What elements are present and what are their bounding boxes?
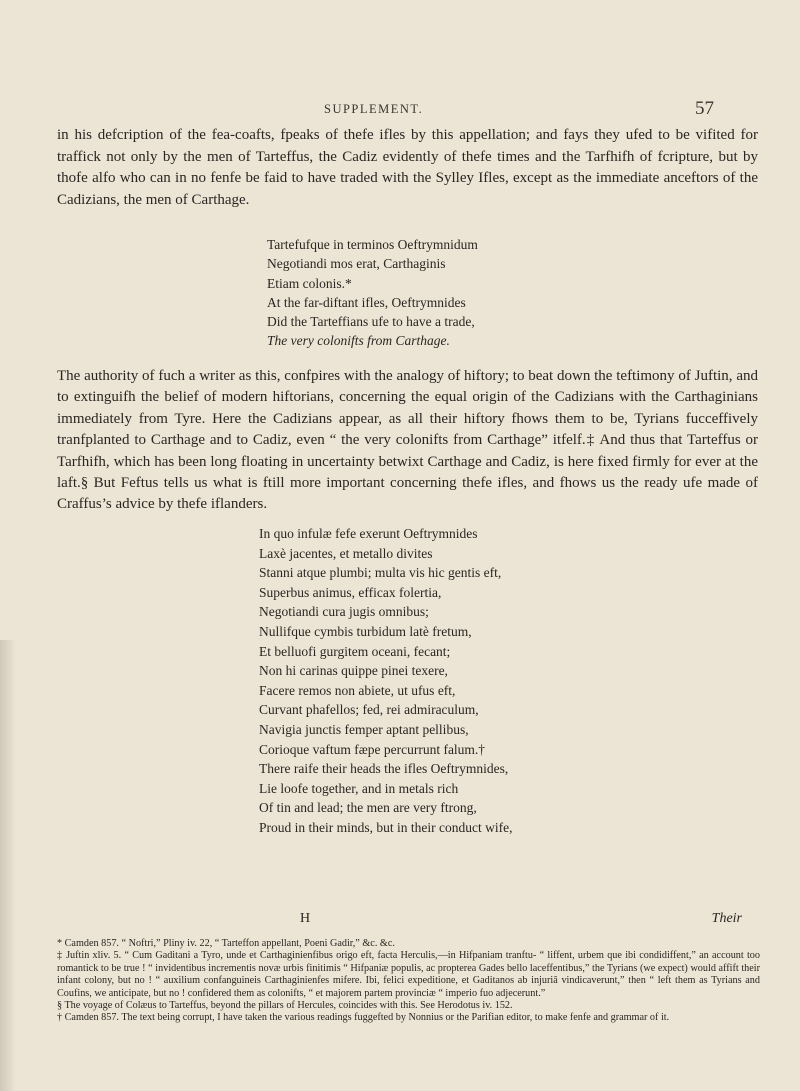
page-edge-shadow — [0, 640, 16, 1091]
verse-line: Negotiandi cura jugis omnibus; — [259, 604, 429, 620]
page-number: 57 — [695, 98, 714, 119]
page-header — [0, 98, 800, 122]
footnote: † Camden 857. The text being corrupt, I have taken the various readings fuggefted by Nonnius or the Parifian editor, to make fenfe and grammar of it. — [57, 1012, 670, 1024]
verse-block-2 — [259, 524, 512, 838]
verse-line: Facere remos non abiete, ut ufus eft, — [259, 682, 456, 698]
paragraph-2-text: The authority of fuch a writer as this, confpires with the analogy of hiftory; to beat down the teftimony of Juftin, and to extinguifh the belief of modern hiftorians, concerning the equal origin of the Cadizians with the Carthaginians immediately from Tyre. Here the Cadizians appear, as all their hiftory fhows them to be, Tyrians fucceffively tranfplanted to Carthage and to Cadiz, even “ the very colonifts from Carthage” itfelf.‡ And thus that Tarteffus or Tarfhifh, which has been long floating in uncertainty betwixt Carthage and Cadiz, is here fixed firmly for ever at the laft.§ But Feftus tells us what is ftill more important concerning thefe ifles, and fhows us the ready ufe made of Craffus’s advice by thefe iflanders. — [57, 368, 758, 513]
verse-line: Lie loofe together, and in metals rich — [259, 780, 459, 796]
verse-line: In quo infulæ fefe exerunt Oeftrymnides — [259, 526, 478, 541]
verse-line: Non hi carinas quippe pinei texere, — [259, 663, 448, 679]
verse-line: Proud in their minds, but in their conduct wife, — [259, 819, 513, 835]
verse-line: Curvant phafellos; fed, rei admiraculum, — [259, 702, 479, 718]
paragraph-1-text: in his defcription of the fea-coafts, fpeaks of thefe ifles by this appellation; and fays they ufed to be vifited for traffick not only by the men of Tarteffus, the Cadiz evidently of thefe times and the Tarfhifh of fcripture, but by thofe alfo who can in no fenfe be faid to have traded with the Sylley Ifles, except as the immediate anceftors of the Cadizians, the men of Carthage. — [57, 127, 758, 208]
signature-mark: H — [300, 911, 311, 926]
catchword: Their — [711, 911, 742, 926]
verse-line: Navigia junctis femper aptant pellibus, — [259, 721, 469, 737]
catchline — [0, 911, 800, 931]
verse-line: Laxè jacentes, et metallo divites — [259, 545, 433, 561]
verse-block-1 — [267, 235, 478, 351]
verse-line: The very colonifts from Carthage. — [267, 333, 450, 349]
paragraph-2 — [57, 351, 758, 531]
verse-line: Corioque vaftum fæpe percurrunt falum.† — [259, 741, 486, 757]
paragraph-1 — [57, 125, 758, 211]
verse-line: Of tin and lead; the men are very ftrong, — [259, 800, 477, 816]
footnote: § The voyage of Colæus to Tarteffus, beyond the pillars of Hercules, coincides with this. See Herodotus iv. 152. — [57, 1000, 513, 1012]
footnote: * Camden 857. “ Noftri,” Pliny iv. 22, “ Tarteffon appellant, Poeni Gadir,” &c. &c. — [57, 938, 395, 949]
verse-line: Negotiandi mos erat, Carthaginis — [267, 256, 446, 272]
verse-line: Did the Tarteffians ufe to have a trade, — [267, 314, 475, 330]
verse-line: Tartefufque in terminos Oeftrymnidum — [267, 237, 478, 252]
running-head: SUPPLEMENT. — [324, 102, 424, 116]
verse-line: At the far-diftant ifles, Oeftrymnides — [267, 294, 466, 310]
verse-line: Superbus animus, efficax folertia, — [259, 584, 442, 600]
verse-line: There raife their heads the ifles Oeftrymnides, — [259, 761, 509, 777]
footnotes — [57, 938, 760, 1025]
footnote: ‡ Juftin xliv. 5. “ Cum Gaditani a Tyro, unde et Carthaginienfibus origo eft, facta Herculis,—in Hifpaniam tranftu- “ liffent, urbem que ibi condidiffent,” an account too romantick to be true ! “ invidentibus incrementis novæ urbis finitimis “ Hifpaniæ populis, ac propterea Gades bello laceffentibus,” the Tyrians (we expect) would affift their infant colony, but no ! “ auxilium confanguineis Carthaginienfes mifere. Ibi, felici expeditione, et Gaditanos ab injuriâ vindicaverunt,” then “ left them as Tyrians and Coufins, we anticipate, but no ! confidered them as colonifts, “ et majorem partem provinciæ “ imperio fuo adjecerunt.” — [57, 950, 760, 999]
verse-line: Stanni atque plumbi; multa vis hic gentis eft, — [259, 565, 502, 581]
verse-line: Nullifque cymbis turbidum latè fretum, — [259, 623, 472, 639]
verse-line: Et belluofi gurgitem oceani, fecant; — [259, 643, 451, 659]
verse-line: Etiam colonis.* — [267, 275, 352, 291]
